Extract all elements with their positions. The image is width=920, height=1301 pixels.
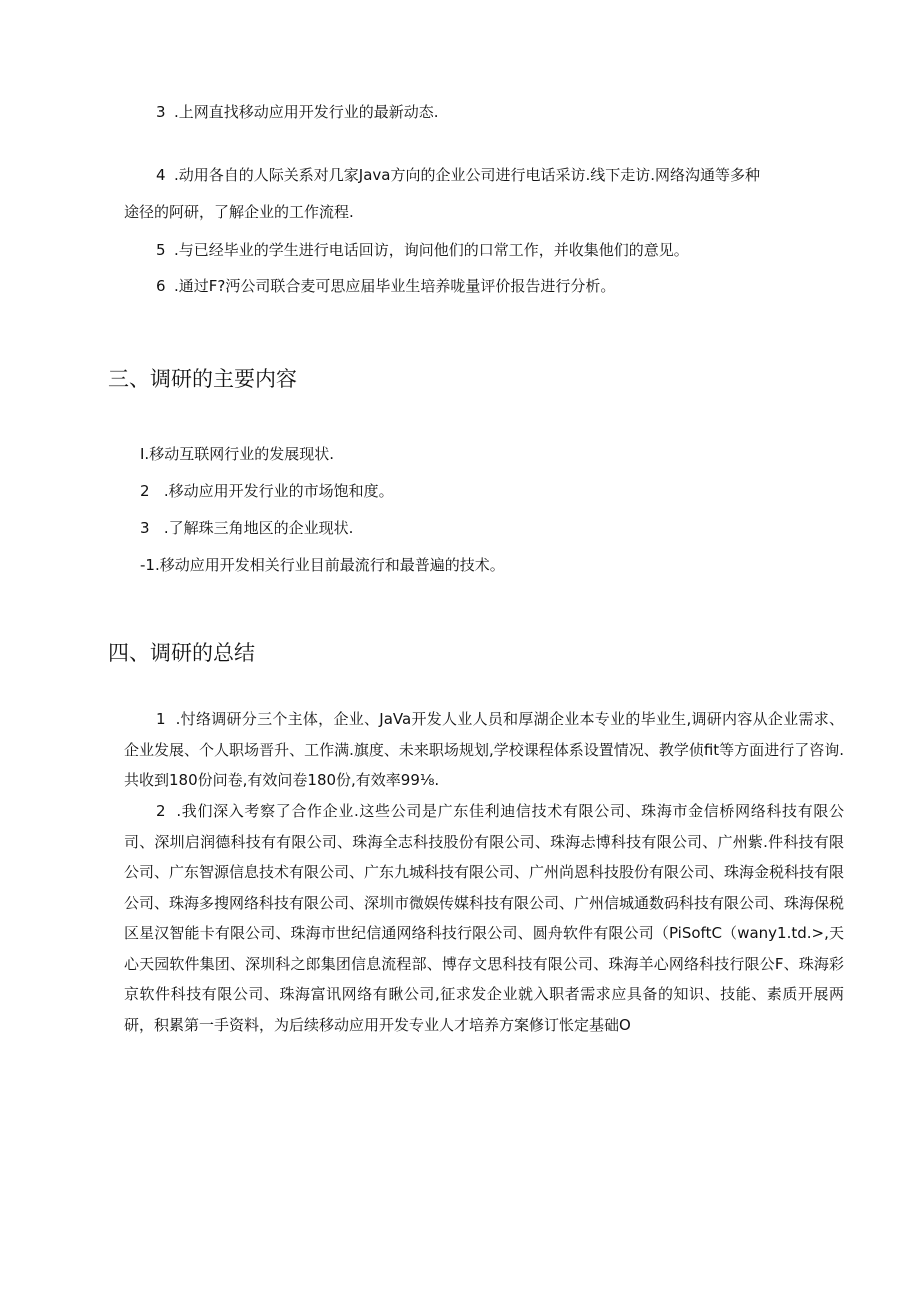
method-number: 3 bbox=[156, 103, 166, 121]
content-item-2: 2 .移动应用开发行业的市场饱和度。 bbox=[140, 482, 394, 500]
summary-paragraph-1: 1 .忖络调研分三个主体，企业、JaVa开发人业人员和厚湖企业本专业的毕业生,调研内容从企业需求、企业发展、个人职场晋升、工作满.旗度、未来职场规划,学校课程体系设置情况、教学侦fit等方面进行了咨询.共收到180份问卷,有效问卷180份,有效率99⅛. bbox=[124, 710, 844, 789]
method-text: .通过F?沔公司联合麦可思应届毕业生培养咙量评价报告进行分析。 bbox=[174, 277, 616, 295]
method-item-4-continuation: 途径的阿研，了解企业的工作流程. bbox=[124, 203, 354, 221]
method-number: 4 bbox=[156, 166, 166, 184]
method-text: .与已经毕业的学生进行电话回访，询问他们的口常工作，并收集他们的意见。 bbox=[174, 241, 689, 259]
method-text: .动用各自的人际关系对几家Java方向的企业公司进行电话采访.线下走访.网络沟通等多种 bbox=[174, 166, 760, 184]
content-item-3: 3 .了解珠三角地区的企业现状. bbox=[140, 519, 354, 537]
method-item-6 bbox=[156, 277, 615, 295]
content-item-1: I.移动互联网行业的发展现状. bbox=[140, 445, 334, 463]
method-item-4 bbox=[156, 166, 760, 184]
method-item-3 bbox=[156, 103, 439, 121]
method-number: 5 bbox=[156, 241, 166, 259]
summary-paragraph-2: 2 .我们深入考察了合作企业.这些公司是广东佳利迪信技术有限公司、珠海市金信桥网络科技有限公司、深圳启润德科技有有限公司、珠海全志科技股份有限公司、珠海忐博科技有限公司、广州紫.件科技有限公司、广东智源信息技术有限公司、广东九城科技有限公司、广州尚恩科技股份有限公司、珠海金税科技有限公司、珠海多搜网络科技有限公司、深圳市微娱传媒科技有限公司、广州信城通数码科技有限公司、珠海保税区星汉智能卡有限公司、珠海市世纪信通网络科技行限公司、圆舟软件有限公司（PiSoftC（wany1.td.>,天心天园软件集团、深圳科之郎集团信息流程部、博存文思科技有限公司、珠海羊心网络科技行限公F、珠海彩京软件科技有限公司、珠海富讯网络有瞅公司,征求发企业就入职者需求应具备的知识、技能、素质开展两研，积累第一手资料，为后续移动应用开发专业人才培养方案修订怅定基础O bbox=[124, 802, 845, 1034]
method-item-5 bbox=[156, 241, 689, 259]
content-item-4: -1.移动应用开发相关行业目前最流行和最普遍的技术。 bbox=[140, 556, 505, 574]
section-4-heading: 四、调研的总结 bbox=[108, 641, 255, 665]
method-text: .上网直找移动应用开发行业的最新动态. bbox=[174, 103, 439, 121]
section-3-heading: 三、调研的主要内容 bbox=[108, 367, 297, 391]
method-number: 6 bbox=[156, 277, 166, 295]
